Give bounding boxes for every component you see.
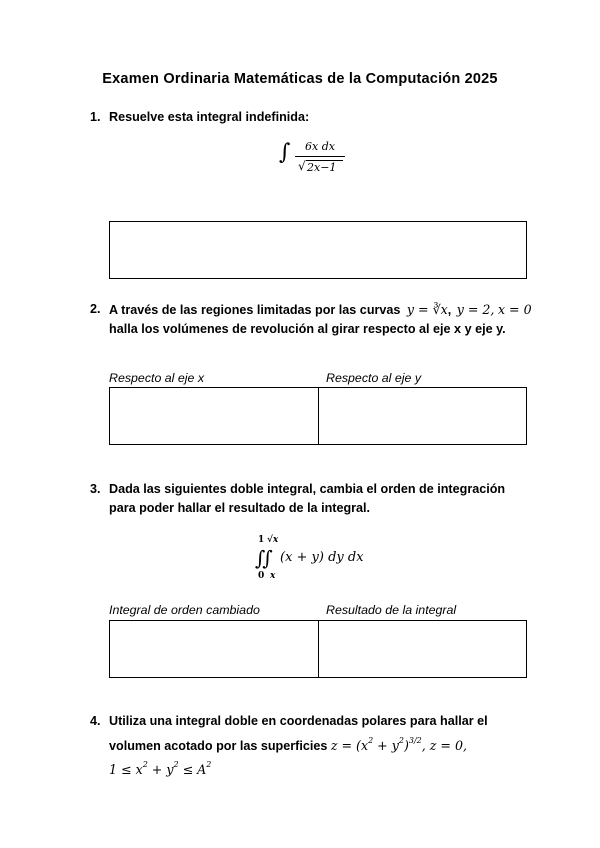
region-inequality [109, 762, 211, 777]
exponent: 2 [142, 760, 148, 769]
question-4-line-2 [109, 736, 549, 757]
label-orden-cambiado: Integral de orden cambiado [109, 603, 260, 617]
curve-1: y = ∛x [406, 302, 448, 317]
surface-y-part: + y [373, 738, 399, 753]
exponent: 2 [368, 736, 374, 745]
question-text: Resuelve esta integral indefinida: [109, 110, 310, 124]
curve-3: x = 0 [497, 302, 532, 317]
upper-limit-outer: 1 [258, 535, 265, 545]
integral-signs: ∫∫ [255, 546, 270, 570]
surface-z-part: z = (x [330, 738, 369, 753]
question-number: 4. [90, 714, 101, 728]
close-paren: ) [403, 738, 409, 753]
ineq-part-b: + y [147, 762, 174, 777]
question-text-line-2: volumen acotado por las superficies [109, 739, 328, 753]
question-text-part-b: halla los volúmenes de revolución al girar respecto al eje x y eje y. [109, 322, 506, 336]
integral-formula-1 [279, 138, 349, 184]
upper-limit-inner: √x [267, 535, 279, 545]
question-2 [0, 300, 600, 360]
label-eje-y: Respecto al eje y [326, 371, 422, 385]
exponent: 2 [206, 760, 212, 769]
question-number: 3. [90, 482, 101, 496]
label-eje-x: Respecto al eje x [109, 371, 205, 385]
denominator: 2x−1 [307, 161, 337, 174]
lower-limit-inner: x [270, 571, 276, 581]
surface-equation [331, 738, 467, 753]
label-resultado: Resultado de la integral [326, 603, 457, 617]
ineq-part-a: 1 ≤ x [109, 762, 143, 777]
curve-2: y = 2, [456, 302, 495, 317]
question-text-part-a: A través de las regiones limitadas por las curvas [109, 303, 401, 317]
separator: , [447, 303, 452, 317]
fraction-bar [295, 156, 345, 157]
answer-box-2-left[interactable] [109, 387, 319, 445]
lower-limit-outer: 0 [258, 571, 265, 581]
numerator: 6x dx [305, 140, 335, 153]
integral-sign: ∫ [279, 140, 291, 165]
question-text-line-1: Utiliza una integral doble en coordenadas polares para hallar el [109, 714, 488, 728]
answer-box-3-left[interactable] [109, 620, 319, 678]
double-integral-formula [255, 535, 395, 585]
question-number: 2. [90, 302, 101, 316]
question-text: Dada las siguientes doble integral, cambia el orden de integración para poder hallar el resultado de la integral. [109, 482, 506, 515]
exponent: 3/2 [408, 736, 422, 745]
ineq-part-c: ≤ A [178, 762, 207, 777]
answer-box-1[interactable] [109, 221, 527, 279]
radical-sign: √ [298, 159, 306, 173]
answer-box-2-right[interactable] [318, 387, 527, 445]
page-title: Examen Ordinaria Matemáticas de la Computación 2025 [102, 71, 498, 87]
question-number: 1. [90, 110, 101, 124]
answer-box-3-right[interactable] [318, 620, 527, 678]
exponent: 2 [173, 760, 179, 769]
exponent: 2 [398, 736, 404, 745]
question-4-line-3 [109, 760, 549, 781]
integrand: (x + y) dy dx [280, 550, 364, 565]
plane-z0: , z = 0, [421, 738, 467, 753]
